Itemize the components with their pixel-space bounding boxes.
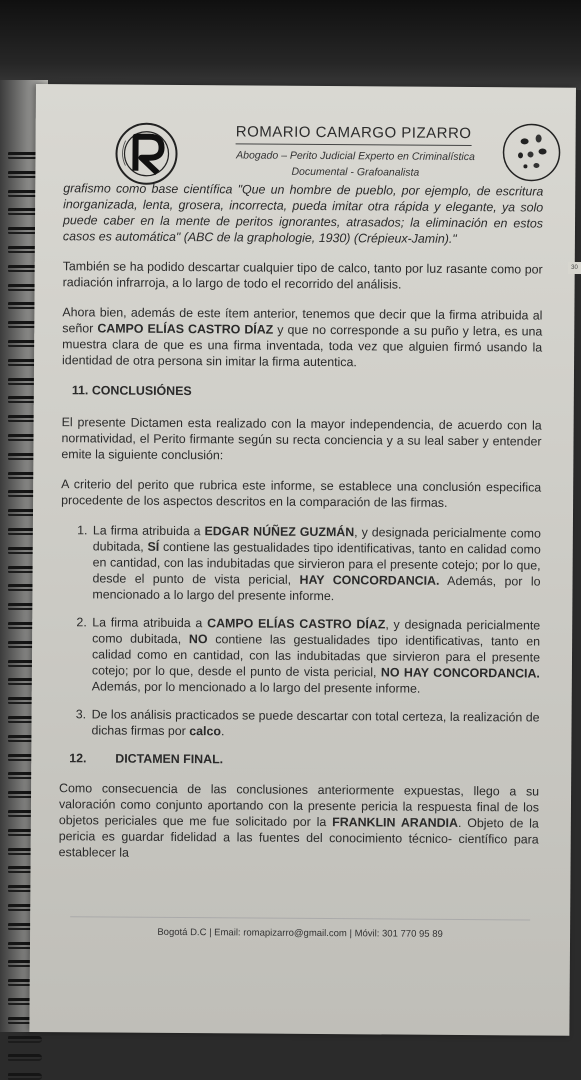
fingerprint-seal-icon bbox=[500, 121, 562, 183]
section-heading-dictamen-final: 12. DICTAMEN FINAL. bbox=[69, 751, 224, 767]
paragraph-firma-inventada: Ahora bien, además de este ítem anterior, tenemos que decir que la firma atribuida al señor CAMPO ELÍAS CASTRO DÍAZ y que no corresponde a su puño y letra, es una muestra clara de que es una firma inventada, toda vez que alguien firmó usando la identidad de otra persona sin imitar la firma autentica. bbox=[62, 305, 543, 370]
criminalistica-logo-icon bbox=[113, 121, 179, 187]
author-title-line1: Abogado – Perito Judicial Experto en Criminalística bbox=[236, 149, 475, 164]
background-shadow bbox=[0, 0, 581, 90]
document-body bbox=[58, 180, 543, 877]
binder-ring bbox=[8, 1036, 42, 1043]
header-rule bbox=[236, 143, 472, 146]
list-item: 3. De los análisis practicados se puede descartar con total certeza, la realización de dichas firmas por calco. bbox=[89, 706, 539, 741]
paragraph-quote: grafismo como base científica "Que un hombre de pueblo, por ejemplo, de escritura inorganizada, lenta, grosera, incorrecta, pueda imitar otra rápida y elegante, ya solo puede caber en la mente de peritos ignorantes, atrasados; la eliminación en estos casos es automática" (ABC de la graphologie, 1930) (Crépieux-Jamin)." bbox=[62, 181, 544, 246]
list-item: 2. La firma atribuida a CAMPO ELÍAS CASTRO DÍAZ, y designada pericialmente como dubitada, NO contiene las gestualidades tipo identificativas, tanto en calidad como en cantidad, con las indubitadas que sirvieron para el presente cotejo; por lo que, desde el punto de vista pericial, NO HAY CONCORDANCIA. Además, por lo mencionado a lo largo del presente informe. bbox=[90, 614, 541, 697]
list-item: 1. La firma atribuida a EDGAR NÚÑEZ GUZMÁN, y designada pericialmente como dubitada, SÍ contiene las gestualidades tipo identificativas, tanto en calidad como en cantidad, con las indubitadas que sirvieron para el presente cotejo; por lo que, desde el punto de vista pericial, HAY CONCORDANCIA. Además, por lo mencionado a lo largo del presente informe. bbox=[90, 522, 541, 605]
footer-rule bbox=[70, 916, 530, 920]
author-name: ROMARIO CAMARGO PIZARRO bbox=[235, 123, 472, 143]
conclusion-list bbox=[59, 522, 540, 741]
paragraph-dictamen-final: Como consecuencia de las conclusiones anteriormente expuestas, llego a su valoración como conjunto aportando con la presente pericia la respuesta final de los objetos periciales que me fue solicitado por la FRANKLIN ARANDIA. Objeto de la pericia es guardar fidelidad a las fuentes del conocimiento técnico- científico para establecer la bbox=[58, 781, 540, 860]
footer-contact: Bogotá D.C | Email: romapizarro@gmail.com | Móvil: 301 770 95 89 bbox=[157, 926, 443, 940]
paragraph-criterio: A criterio del perito que rubrica este informe, se establece una conclusión especifica procedente de los aspectos descritos en la comparación de las firmas. bbox=[61, 477, 542, 510]
paragraph-dictamen: El presente Dictamen esta realizado con la mayor independencia, de acuerdo con la normatividad, el Perito firmante según su recta conciencia y a su leal saber y entender emite la siguiente conclusión: bbox=[61, 415, 542, 463]
binder-ring bbox=[8, 1073, 42, 1080]
author-title-line2: Documental - Grafoanalista bbox=[291, 165, 420, 179]
binder-ring bbox=[8, 1054, 42, 1061]
document-page bbox=[29, 84, 576, 1036]
page-number-mark: 30 bbox=[568, 262, 581, 274]
section-heading-conclusiones: 11. CONCLUSIÓNES bbox=[71, 383, 192, 399]
paragraph-calco: También se ha podido descartar cualquier tipo de calco, tanto por luz rasante como por radiación infrarroja, a lo largo de todo el recorrido del análisis. bbox=[62, 259, 543, 292]
